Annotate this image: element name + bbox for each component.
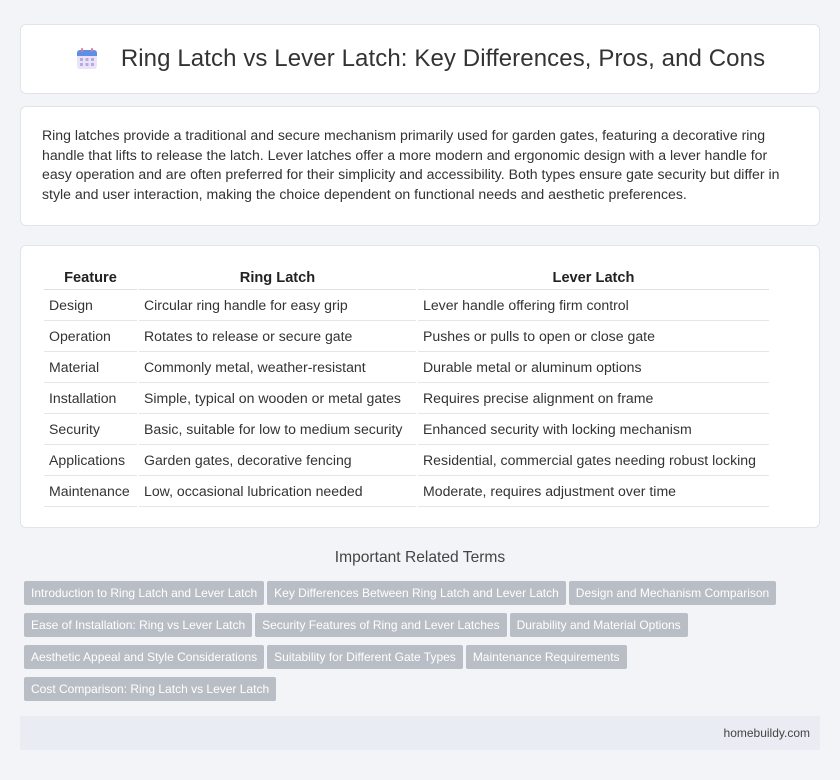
footer bbox=[20, 716, 820, 750]
table-row bbox=[44, 321, 769, 352]
intro-card bbox=[20, 106, 820, 226]
related-terms-title: Important Related Terms bbox=[334, 549, 506, 566]
term-tag[interactable]: Maintenance Requirements bbox=[466, 645, 627, 669]
table-cell: Design bbox=[44, 290, 137, 321]
table-cell: Simple, typical on wooden or metal gates bbox=[139, 383, 416, 414]
table-cell: Basic, suitable for low to medium security bbox=[139, 414, 416, 445]
table-cell: Moderate, requires adjustment over time bbox=[418, 476, 769, 507]
term-tag[interactable]: Suitability for Different Gate Types bbox=[267, 645, 463, 669]
term-tag[interactable]: Cost Comparison: Ring Latch vs Lever Latch bbox=[24, 677, 276, 701]
table-cell: Residential, commercial gates needing robust locking bbox=[418, 445, 769, 476]
related-terms-list bbox=[24, 581, 804, 709]
term-tag[interactable]: Ease of Installation: Ring vs Lever Latch bbox=[24, 613, 252, 637]
table-cell: Pushes or pulls to open or close gate bbox=[418, 321, 769, 352]
table-row bbox=[44, 383, 769, 414]
header-feature: Feature bbox=[44, 266, 137, 290]
table-cell: Low, occasional lubrication needed bbox=[139, 476, 416, 507]
table-row bbox=[44, 476, 769, 507]
table-row bbox=[44, 445, 769, 476]
table-cell: Lever handle offering firm control bbox=[418, 290, 769, 321]
footer-site-link[interactable]: homebuildy.com bbox=[723, 726, 810, 740]
table-header-row bbox=[44, 266, 769, 290]
comparison-table bbox=[42, 266, 771, 507]
table-row bbox=[44, 290, 769, 321]
table-cell: Operation bbox=[44, 321, 137, 352]
table-cell: Maintenance bbox=[44, 476, 137, 507]
term-tag[interactable]: Security Features of Ring and Lever Latches bbox=[255, 613, 506, 637]
table-cell: Installation bbox=[44, 383, 137, 414]
term-tag[interactable]: Durability and Material Options bbox=[510, 613, 688, 637]
table-cell: Enhanced security with locking mechanism bbox=[418, 414, 769, 445]
table-cell: Security bbox=[44, 414, 137, 445]
page-title: Ring Latch vs Lever Latch: Key Differences, Pros, and Cons bbox=[120, 45, 766, 72]
table-cell: Requires precise alignment on frame bbox=[418, 383, 769, 414]
comparison-table-card bbox=[20, 245, 820, 528]
header-card bbox=[20, 24, 820, 94]
header-ring-latch: Ring Latch bbox=[139, 266, 416, 290]
calendar-icon bbox=[75, 47, 99, 71]
intro-text: Ring latches provide a traditional and secure mechanism primarily used for garden gates, featuring a decorative ring handle that lifts to release the latch. Lever latches offer a more modern and ergonomic design with a lever handle for easy operation and are often preferred for their simplicity and accessibility. Both types ensure gate security but differ in style and user interaction, making the choice dependent on functional needs and aesthetic preferences. bbox=[42, 127, 780, 202]
header-lever-latch: Lever Latch bbox=[418, 266, 769, 290]
table-row bbox=[44, 414, 769, 445]
table-cell: Applications bbox=[44, 445, 137, 476]
table-row bbox=[44, 352, 769, 383]
term-tag[interactable]: Design and Mechanism Comparison bbox=[569, 581, 776, 605]
table-cell: Rotates to release or secure gate bbox=[139, 321, 416, 352]
table-cell: Durable metal or aluminum options bbox=[418, 352, 769, 383]
term-tag[interactable]: Aesthetic Appeal and Style Considerations bbox=[24, 645, 264, 669]
term-tag[interactable]: Introduction to Ring Latch and Lever Latch bbox=[24, 581, 264, 605]
table-cell: Material bbox=[44, 352, 137, 383]
term-tag[interactable]: Key Differences Between Ring Latch and Lever Latch bbox=[267, 581, 566, 605]
table-cell: Commonly metal, weather-resistant bbox=[139, 352, 416, 383]
table-cell: Circular ring handle for easy grip bbox=[139, 290, 416, 321]
table-cell: Garden gates, decorative fencing bbox=[139, 445, 416, 476]
